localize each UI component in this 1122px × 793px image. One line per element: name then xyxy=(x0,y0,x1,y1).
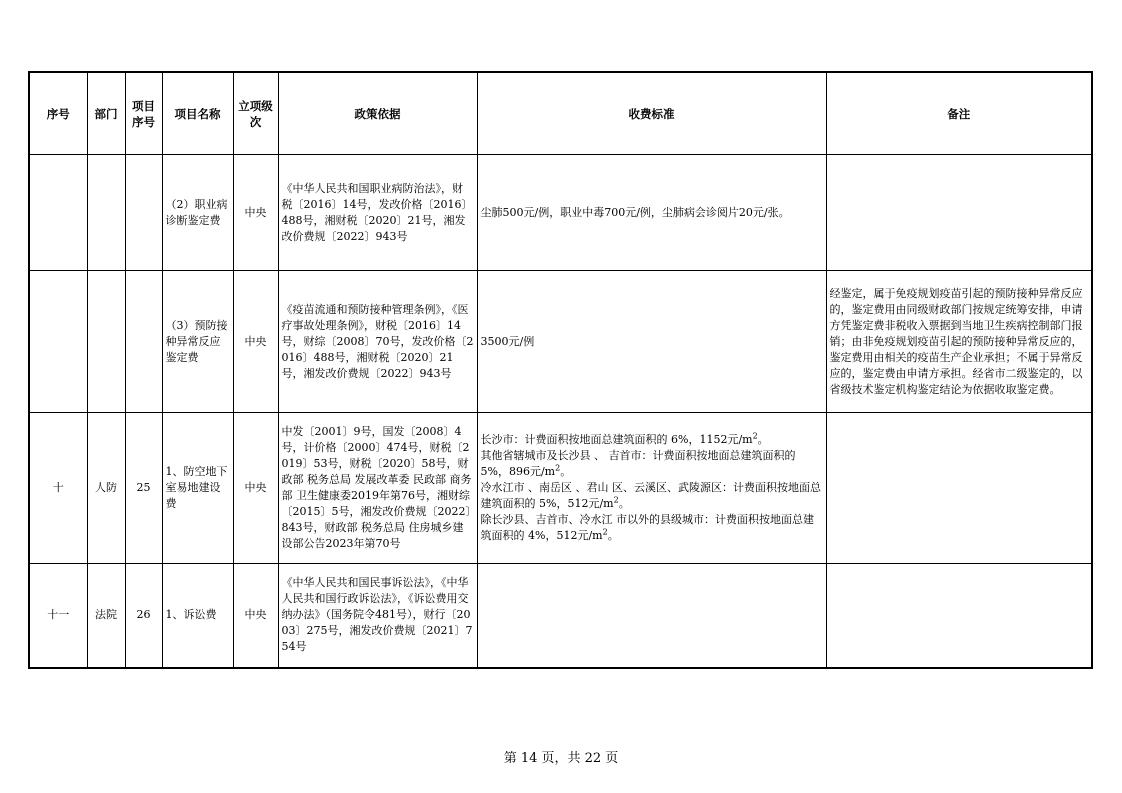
header-dept: 部门 xyxy=(87,72,125,155)
fee-table xyxy=(28,71,1093,669)
table-row xyxy=(29,413,1092,564)
standard-line: 其他省辖城市及长沙县 、 吉首市：计费面积按地面总建筑面积的5%，896元$/m^2$。 xyxy=(480,449,796,478)
header-standard: 收费标准 xyxy=(477,72,826,155)
cell-standard: 尘肺500元/例，职业中毒700元/例，尘肺病会诊阅片20元/张。 xyxy=(477,155,826,271)
cell-dept: 人防 xyxy=(87,413,125,564)
page-number: 第 14 页，共 22 页 xyxy=(503,751,619,766)
cell-policy: 《中华人民共和国民事诉讼法》，《中华人民共和国行政诉讼法》，《诉讼费用交纳办法》（国务院令481号），财行〔2003〕275号，湘发改价费规〔2021〕754号 xyxy=(278,564,477,668)
cell-item-name: 1、诉讼费 xyxy=(162,564,233,668)
cell-item-name: （3）预防接种异常反应鉴定费 xyxy=(162,271,233,413)
cell-level: 中央 xyxy=(233,271,278,413)
cell-level: 中央 xyxy=(233,413,278,564)
table-row xyxy=(29,564,1092,668)
cell-remark xyxy=(826,564,1092,668)
header-item-seq: 项目序号 xyxy=(125,72,162,155)
cell-item-seq xyxy=(125,155,162,271)
cell-dept xyxy=(87,271,125,413)
cell-dept xyxy=(87,155,125,271)
cell-seq xyxy=(29,155,87,271)
cell-standard xyxy=(477,413,826,564)
cell-policy: 《中华人民共和国职业病防治法》，财税〔2016〕14号，发改价格〔2016〕488号，湘财税〔2020〕21号，湘发改价费规〔2022〕943号 xyxy=(278,155,477,271)
cell-item-name: 1、防空地下室易地建设费 xyxy=(162,413,233,564)
cell-remark xyxy=(826,155,1092,271)
cell-policy: 中发〔2001〕9号，国发〔2008〕4号，计价格〔2000〕474号，财税〔2019〕53号，财税〔2020〕58号，财政部 税务总局 发展改革委 民政部 商务部 卫生健康委2019年第76号，湘财综〔2015〕5号，湘发改价费规〔2022〕843号，财政部 税务总局 住房城乡建设部公告2023年第70号 xyxy=(278,413,477,564)
cell-seq xyxy=(29,271,87,413)
header-remark: 备注 xyxy=(826,72,1092,155)
cell-standard: 3500元/例 xyxy=(477,271,826,413)
cell-seq: 十 xyxy=(29,413,87,564)
cell-seq: 十一 xyxy=(29,564,87,668)
cell-policy: 《疫苗流通和预防接种管理条例》，《医疗事故处理条例》，财税〔2016〕14号，财综〔2008〕70号，发改价格〔2016〕488号，湘财税〔2020〕21号，湘发改价费规〔2022〕943号 xyxy=(278,271,477,413)
cell-item-seq: 25 xyxy=(125,413,162,564)
cell-remark: 经鉴定，属于免疫规划疫苗引起的预防接种异常反应的，鉴定费用由同级财政部门按规定统筹安排，申请方凭鉴定费非税收入票据到当地卫生疾病控制部门报销；由非免疫规划疫苗引起的预防接种异常反应的，鉴定费用由相关的疫苗生产企业承担；不属于异常反应的，鉴定费由申请方承担。经省市二级鉴定的，以省级技术鉴定机构鉴定结论为依据收取鉴定费。 xyxy=(826,271,1092,413)
cell-item-name: （2）职业病诊断鉴定费 xyxy=(162,155,233,271)
standard-line: 冷水江市 、南岳区 、君山 区、云溪区、武陵源区：计费面积按地面总建筑面积的 5%，512元$/m^2$。 xyxy=(480,481,821,510)
cell-standard xyxy=(477,564,826,668)
cell-remark xyxy=(826,413,1092,564)
cell-level: 中央 xyxy=(233,155,278,271)
header-level: 立项级次 xyxy=(233,72,278,155)
header-item-name: 项目名称 xyxy=(162,72,233,155)
standard-line: 除长沙县、吉首市、冷水江 市以外的县级城市：计费面积按地面总建筑面积的 4%，512元$/m^2$。 xyxy=(480,513,814,542)
cell-item-seq: 26 xyxy=(125,564,162,668)
cell-item-seq xyxy=(125,271,162,413)
cell-level: 中央 xyxy=(233,564,278,668)
table-row xyxy=(29,271,1092,413)
header-policy: 政策依据 xyxy=(278,72,477,155)
cell-dept: 法院 xyxy=(87,564,125,668)
table-header-row xyxy=(29,72,1092,155)
header-seq: 序号 xyxy=(29,72,87,155)
table-row xyxy=(29,155,1092,271)
standard-line: 长沙市：计费面积按地面总建筑面积的 6%，1152元$/m^2$。 xyxy=(480,431,769,446)
